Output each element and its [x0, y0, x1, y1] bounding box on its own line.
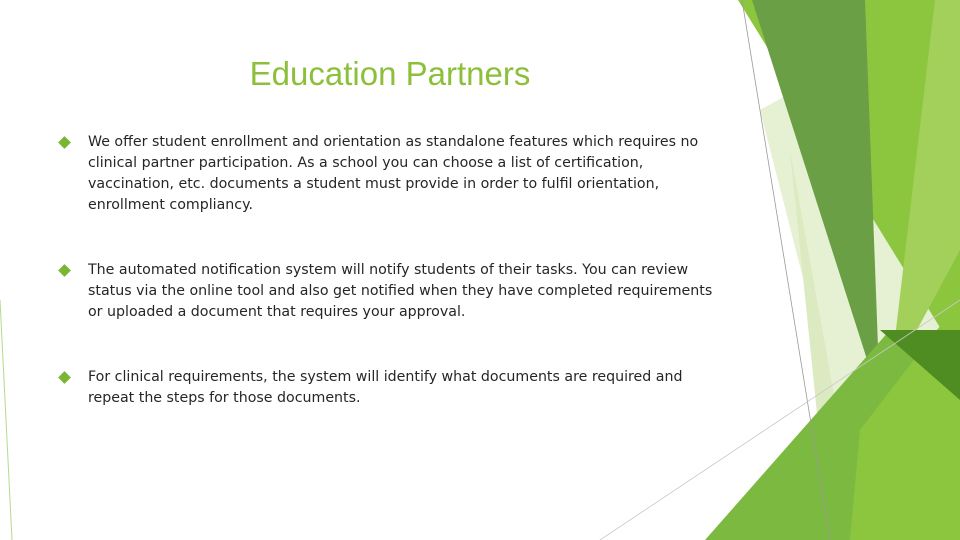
left-decorative-line	[0, 300, 12, 540]
bullet-item	[60, 367, 730, 409]
bullet-item	[60, 260, 730, 323]
diamond-bullet-icon	[58, 136, 71, 149]
diamond-bullet-icon	[58, 264, 71, 277]
bullet-text: The automated notification system will notify students of their tasks. You can review status via the online tool and also get notified when they have completed requirements or uploaded a document that requires your approval.	[88, 262, 713, 320]
slide-title: Education Partners	[249, 55, 531, 92]
diamond-bullet-icon	[58, 371, 71, 384]
bullet-text: For clinical requirements, the system will identify what documents are required and repeat the steps for those documents.	[88, 369, 683, 406]
bullet-text: We offer student enrollment and orientation as standalone features which requires no clinical partner participation. As a school you can choose a list of certification, vaccination, etc. documents a student must provide in order to fulfil orientation, enrollment compliancy.	[88, 134, 699, 213]
bullet-item	[60, 132, 730, 216]
